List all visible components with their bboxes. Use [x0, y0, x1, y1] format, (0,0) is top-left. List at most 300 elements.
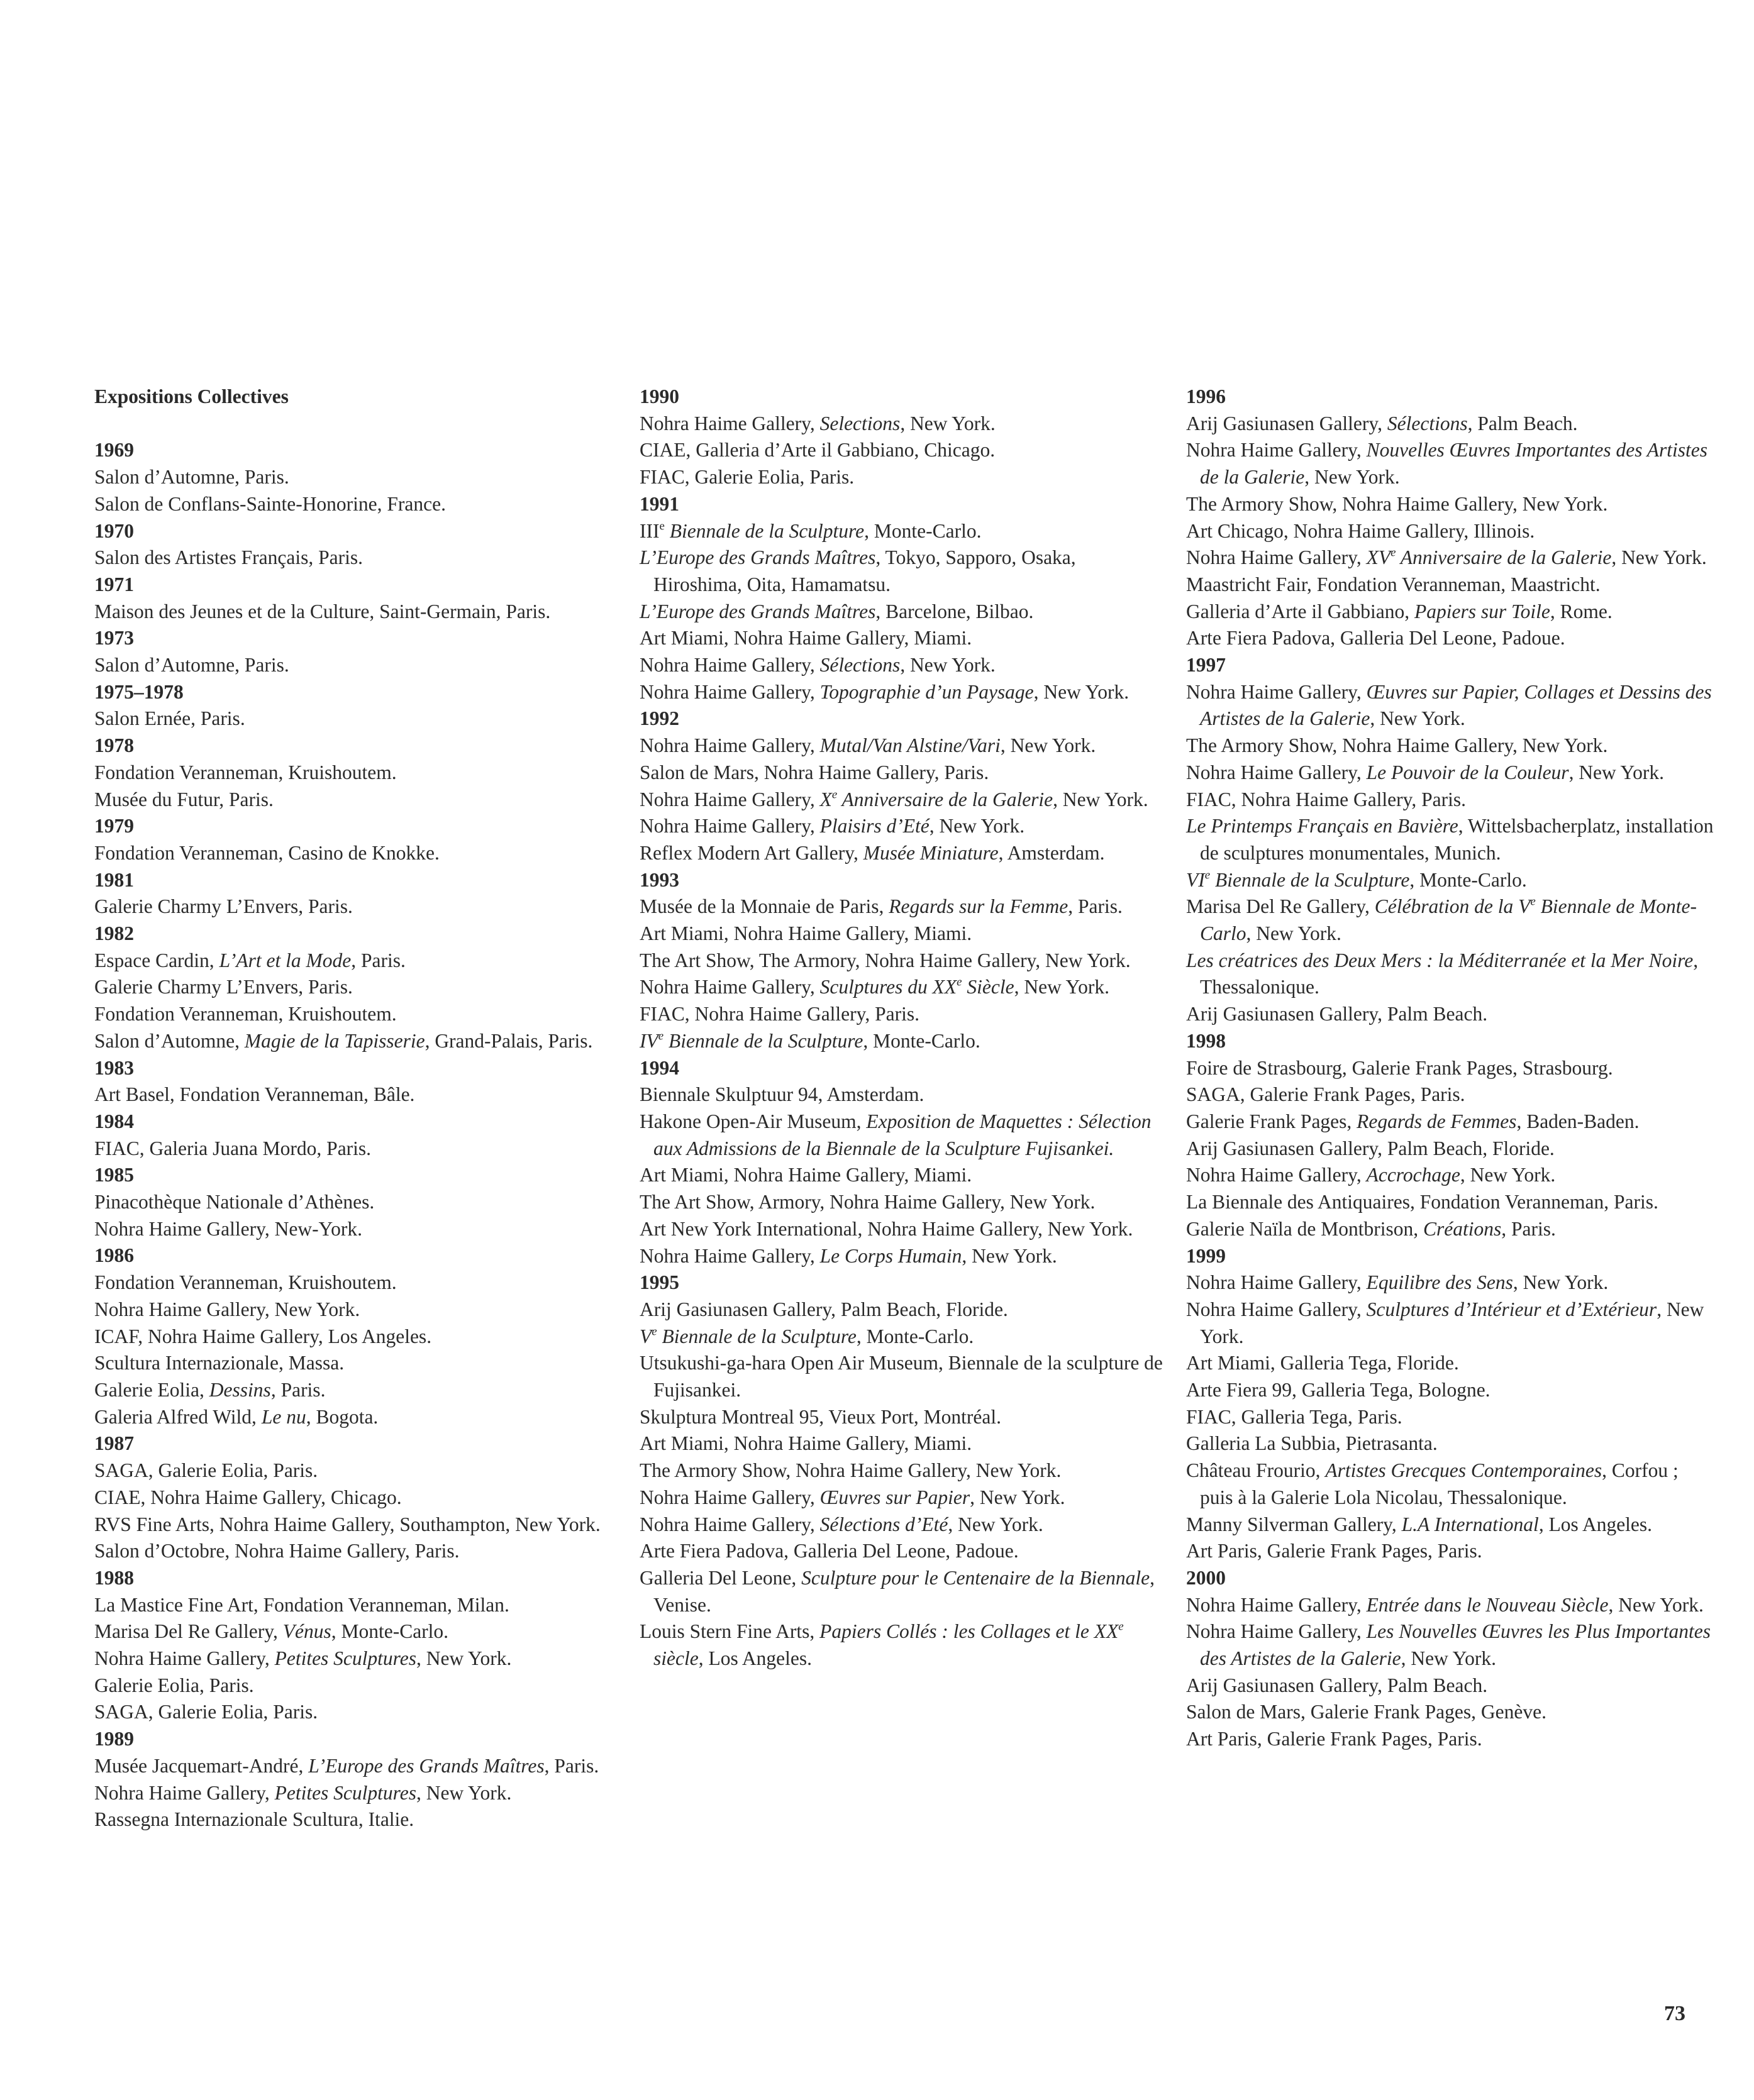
title-italic: Biennale de la Sculpture	[657, 1325, 857, 1347]
year-heading: 1989	[94, 1728, 134, 1750]
exhibition-entry	[94, 1672, 623, 1699]
exhibition-entry	[1186, 1618, 1714, 1672]
exhibition-entry	[1186, 787, 1714, 814]
entry-text: Galerie Frank Pages,	[1186, 1110, 1357, 1132]
year-heading: 1985	[94, 1164, 134, 1186]
entry-text: Reflex Modern Art Gallery,	[640, 841, 863, 864]
superscript: e	[658, 1029, 664, 1043]
entry-text: Nohra Haime Gallery,	[1186, 439, 1367, 461]
entry-text: Salon d’Automne, Paris.	[94, 654, 289, 677]
exhibition-entry	[640, 1108, 1168, 1162]
exhibition-entry	[94, 1081, 623, 1108]
entry-text: , Rome.	[1550, 600, 1612, 622]
exhibition-entry	[94, 1028, 623, 1055]
title-italic: Magie de la Tapisserie	[244, 1029, 425, 1052]
entry-text: Nohra Haime Gallery,	[1186, 1298, 1367, 1320]
title-italic: Le nu	[261, 1405, 306, 1428]
exhibition-entry	[640, 1162, 1168, 1189]
entry-text: , Los Angeles.	[1538, 1513, 1653, 1535]
exhibition-entry	[1186, 491, 1714, 518]
exhibition-entry	[640, 1296, 1168, 1324]
entry-text: , Bogota.	[306, 1405, 379, 1428]
entry-text: Louis Stern Fine Arts,	[640, 1620, 820, 1643]
column-1	[94, 384, 623, 1833]
exhibition-entry	[640, 1538, 1168, 1565]
title-italic: Anniversaire de la Galerie	[837, 788, 1053, 810]
exhibition-entry	[640, 1028, 1168, 1055]
entry-text: Arij Gasiunasen Gallery, Palm Beach.	[1186, 1674, 1488, 1696]
exhibition-entry	[94, 1296, 623, 1324]
exhibition-entry	[1186, 948, 1714, 1001]
title-italic: Papiers Collés : les Collages et le XX	[819, 1620, 1119, 1643]
exhibition-entry	[94, 1806, 623, 1833]
title-italic: siècle	[653, 1647, 699, 1670]
entry-text: , New York.	[900, 412, 996, 434]
year-heading: 1979	[94, 815, 134, 837]
title-italic: Les Nouvelles Œuvres les Plus Importantes des Artistes de la Galerie	[1200, 1620, 1711, 1670]
entry-text: Nohra Haime Gallery,	[1186, 1164, 1367, 1186]
title-italic: Sculptures d’Intérieur et d’Extérieur	[1366, 1298, 1657, 1320]
title-italic: Biennale de Monte-Carlo	[1200, 895, 1697, 945]
year-heading: 1986	[94, 1244, 134, 1267]
entry-text: ICAF, Nohra Haime Gallery, Los Angeles.	[94, 1325, 432, 1347]
title-italic: V	[640, 1325, 652, 1347]
entry-text: Art Miami, Galleria Tega, Floride.	[1186, 1352, 1459, 1374]
entry-text: Château Frourio,	[1186, 1459, 1326, 1482]
column-body	[640, 384, 1168, 1672]
entry-text: Maison des Jeunes et de la Culture, Saint-Germain, Paris.	[94, 600, 551, 622]
title-italic: L’Europe des Grands Maîtres	[308, 1754, 545, 1777]
exhibition-entry	[94, 1001, 623, 1028]
exhibition-entry	[1186, 679, 1714, 732]
exhibition-entry	[94, 1377, 623, 1404]
title-italic: Regards de Femmes	[1357, 1110, 1517, 1132]
exhibition-entry	[94, 464, 623, 491]
entry-text: Art Miami, Nohra Haime Gallery, Miami.	[640, 1164, 972, 1186]
exhibition-entry	[1186, 1404, 1714, 1431]
entry-text: Nohra Haime Gallery,	[640, 815, 820, 837]
entry-text: The Art Show, Armory, Nohra Haime Gallery, New York.	[640, 1191, 1096, 1213]
entry-text: Galerie Naïla de Montbrison,	[1186, 1217, 1424, 1240]
year-heading: 1991	[640, 492, 679, 515]
entry-text: FIAC, Galeria Juana Mordo, Paris.	[94, 1137, 372, 1159]
superscript: e	[659, 519, 665, 533]
year-heading: 1971	[94, 573, 134, 595]
exhibition-entry	[94, 1618, 623, 1645]
exhibition-entry	[1186, 1377, 1714, 1404]
entry-text: , New York.	[900, 654, 996, 677]
entry-text: III	[640, 519, 660, 542]
title-italic: Papiers sur Toile	[1414, 600, 1550, 622]
column-2	[640, 384, 1168, 1672]
entry-text: Espace Cardin,	[94, 949, 219, 971]
exhibition-entry	[1186, 1189, 1714, 1216]
exhibition-entry	[94, 893, 623, 920]
exhibition-entry	[94, 760, 623, 787]
exhibition-entry	[94, 787, 623, 814]
entry-text: Arij Gasiunasen Gallery, Palm Beach, Floride.	[1186, 1137, 1555, 1159]
entry-text: Nohra Haime Gallery,	[1186, 761, 1367, 783]
entry-text: The Art Show, The Armory, Nohra Haime Gallery, New York.	[640, 949, 1131, 971]
entry-text: Salon des Artistes Français, Paris.	[94, 546, 363, 569]
superscript: e	[1118, 1620, 1124, 1634]
exhibition-entry	[94, 705, 623, 732]
year-heading: 1981	[94, 868, 134, 891]
year-heading: 1999	[1186, 1244, 1226, 1267]
entry-text: , New York.	[1513, 1271, 1609, 1294]
entry-text: , Thessalonique.	[1200, 949, 1699, 998]
entry-text: Nohra Haime Gallery,	[640, 1244, 820, 1267]
title-italic: Le Printemps Français en Bavière	[1186, 815, 1458, 837]
exhibition-entry	[94, 1645, 623, 1672]
year-heading: 1990	[640, 385, 679, 407]
exhibition-entry	[640, 1565, 1168, 1618]
exhibition-entry	[640, 732, 1168, 760]
entry-text: Salon d’Automne,	[94, 1029, 245, 1052]
entry-text: , New York.	[962, 1244, 1057, 1267]
exhibition-entry	[94, 1753, 623, 1780]
exhibition-entry	[640, 1511, 1168, 1539]
exhibition-entry	[94, 1136, 623, 1163]
entry-text: , Monte-Carlo.	[331, 1620, 449, 1643]
year-heading: 1987	[94, 1432, 134, 1455]
exhibition-entry	[640, 437, 1168, 464]
entry-text: , New York.	[970, 1486, 1065, 1508]
title-italic: Equilibre des Sens	[1366, 1271, 1513, 1294]
exhibition-entry	[1186, 1672, 1714, 1699]
entry-text: Arte Fiera 99, Galleria Tega, Bologne.	[1186, 1379, 1490, 1401]
entry-text: Art Miami, Nohra Haime Gallery, Miami.	[640, 627, 972, 649]
entry-text: Arij Gasiunasen Gallery, Palm Beach.	[1186, 1003, 1488, 1025]
year-heading: 1997	[1186, 654, 1226, 677]
year-heading: 1983	[94, 1056, 134, 1079]
exhibition-entry	[94, 1484, 623, 1511]
exhibition-entry	[640, 893, 1168, 920]
entry-text: Nohra Haime Gallery, New York.	[94, 1298, 360, 1320]
entry-text: , Paris.	[1068, 895, 1123, 918]
entry-text: FIAC, Galleria Tega, Paris.	[1186, 1405, 1402, 1428]
exhibition-entry	[1186, 1055, 1714, 1082]
title-italic: Entrée dans le Nouveau Siècle	[1366, 1593, 1609, 1616]
entry-text: Hakone Open-Air Museum,	[640, 1110, 867, 1132]
entry-text: , Paris.	[544, 1754, 599, 1777]
entry-text: , Wittelsbacherplatz, installation de sculptures monumentales, Munich.	[1200, 815, 1714, 864]
title-italic: Nouvelles Œuvres Importantes des Artistes de la Galerie	[1200, 439, 1708, 489]
exhibition-entry	[640, 840, 1168, 867]
exhibition-entry	[1186, 1538, 1714, 1565]
exhibition-entry	[1186, 1136, 1714, 1163]
entry-text: The Armory Show, Nohra Haime Gallery, New York.	[640, 1459, 1062, 1482]
title-italic: Selections	[819, 412, 901, 434]
exhibition-entry	[1186, 893, 1714, 947]
exhibition-entry	[640, 411, 1168, 438]
entry-text: , New York.	[1014, 976, 1110, 998]
title-italic: Œuvres sur Papier	[819, 1486, 970, 1508]
title-italic: Le Corps Humain	[819, 1244, 962, 1267]
exhibition-entry	[94, 840, 623, 867]
entry-text: , New York.	[1246, 922, 1341, 945]
column-body	[94, 437, 623, 1833]
entry-text: Galerie Charmy L’Envers, Paris.	[94, 976, 353, 998]
entry-text	[665, 520, 670, 542]
entry-text: , Los Angeles.	[698, 1647, 812, 1670]
entry-text: , New York.	[1033, 680, 1130, 703]
entry-text: Nohra Haime Gallery,	[1186, 680, 1367, 703]
exhibition-entry	[94, 491, 623, 518]
entry-text: , Palm Beach.	[1467, 412, 1578, 434]
exhibition-entry	[1186, 813, 1714, 866]
exhibition-entry	[640, 948, 1168, 975]
exhibition-entry	[1186, 1162, 1714, 1189]
year-heading: 2000	[1186, 1566, 1226, 1589]
title-italic: L.A International	[1401, 1513, 1539, 1535]
year-heading: 1992	[640, 707, 679, 730]
entry-text: Nohra Haime Gallery,	[1186, 1593, 1367, 1616]
title-italic: L’Europe des Grands Maîtres	[640, 546, 876, 569]
entry-text: Salon de Mars, Nohra Haime Gallery, Paris.	[640, 761, 989, 783]
exhibition-entry	[640, 599, 1168, 626]
page-number: 73	[1664, 2002, 1685, 2025]
entry-text: Nohra Haime Gallery, New-York.	[94, 1217, 363, 1240]
entry-text: Galerie Charmy L’Envers, Paris.	[94, 895, 353, 918]
entry-text: Salon de Mars, Galerie Frank Pages, Genève.	[1186, 1701, 1546, 1723]
entry-text: FIAC, Nohra Haime Gallery, Paris.	[1186, 788, 1466, 810]
year-heading: 1969	[94, 439, 134, 461]
title-italic: Créations	[1423, 1217, 1502, 1240]
title-italic: Biennale de la Sculpture	[669, 519, 865, 542]
entry-text: , New York.	[1611, 546, 1707, 569]
entry-text: , New York.	[1401, 1647, 1497, 1670]
entry-text: Galleria d’Arte il Gabbiano,	[1186, 600, 1414, 622]
entry-text: , New York.	[1000, 734, 1096, 757]
exhibition-entry	[640, 518, 1168, 545]
superscript: e	[831, 788, 838, 802]
entry-text: , Paris.	[270, 1379, 326, 1401]
exhibition-entry	[94, 1269, 623, 1296]
entry-text: , New York.	[1460, 1164, 1556, 1186]
exhibition-entry	[640, 787, 1168, 814]
superscript: e	[1530, 895, 1536, 909]
entry-text: Nohra Haime Gallery,	[640, 976, 820, 998]
exhibition-entry	[1186, 1726, 1714, 1753]
entry-text: Arij Gasiunasen Gallery,	[1186, 412, 1387, 434]
entry-text: Fondation Veranneman, Kruishoutem.	[94, 761, 397, 783]
entry-text: , New York.	[1304, 466, 1400, 489]
exhibition-entry	[94, 599, 623, 626]
title-italic: Le Pouvoir de la Couleur	[1366, 761, 1569, 783]
exhibition-entry	[94, 1511, 623, 1539]
exhibition-entry	[640, 464, 1168, 491]
entry-text: Rassegna Internazionale Scultura, Italie.	[94, 1808, 414, 1831]
year-heading: 1984	[94, 1110, 134, 1132]
entry-text: , Baden-Baden.	[1516, 1110, 1640, 1132]
entry-text: Art Basel, Fondation Veranneman, Bâle.	[94, 1083, 415, 1106]
title-italic: Petites Sculptures	[274, 1781, 417, 1804]
exhibition-entry	[1186, 1430, 1714, 1457]
exhibition-entry	[94, 544, 623, 572]
entry-text: Marisa Del Re Gallery,	[1186, 895, 1375, 918]
title-italic: Artistes Grecques Contemporaines	[1325, 1459, 1602, 1482]
exhibition-entry	[94, 1780, 623, 1807]
entry-text: Nohra Haime Gallery,	[1186, 1620, 1367, 1643]
exhibition-entry	[640, 1189, 1168, 1216]
exhibition-entry	[1186, 437, 1714, 490]
entry-text: Salon de Conflans-Sainte-Honorine, France.	[94, 492, 446, 515]
entry-text: Galerie Eolia, Paris.	[94, 1674, 254, 1696]
exhibition-entry	[94, 1457, 623, 1484]
entry-text: Nohra Haime Gallery,	[640, 1513, 820, 1535]
entry-text: La Mastice Fine Art, Fondation Veranneman, Milan.	[94, 1593, 509, 1616]
title-italic: Exposition de Maquettes : Sélection aux Admissions de la Biennale de la Sculpture Fujisankei.	[653, 1110, 1152, 1159]
entry-text: Skulptura Montreal 95, Vieux Port, Montréal.	[640, 1405, 1001, 1428]
title-italic: Accrochage	[1366, 1164, 1460, 1186]
title-italic: Siècle	[962, 976, 1014, 998]
entry-text: The Armory Show, Nohra Haime Gallery, New York.	[1186, 492, 1608, 515]
entry-text: SAGA, Galerie Frank Pages, Paris.	[1186, 1083, 1465, 1106]
entry-text: Galleria La Subbia, Pietrasanta.	[1186, 1432, 1438, 1455]
title-italic: Sculpture pour le Centenaire de la Biennale	[801, 1566, 1150, 1589]
exhibition-entry	[640, 1081, 1168, 1108]
entry-text: Fondation Veranneman, Kruishoutem.	[94, 1003, 397, 1025]
title-italic: VI	[1186, 868, 1205, 891]
entry-text: Musée de la Monnaie de Paris,	[640, 895, 889, 918]
exhibition-entry	[94, 1216, 623, 1243]
title-italic: Topographie d’un Paysage	[819, 680, 1034, 703]
title-italic: Vénus	[282, 1620, 331, 1643]
title-italic: Biennale de la Sculpture	[1210, 868, 1410, 891]
entry-text: , Paris.	[351, 949, 406, 971]
entry-text: Nohra Haime Gallery,	[640, 734, 820, 757]
entry-text: , Barcelone, Bilbao.	[875, 600, 1034, 622]
entry-text: Art Miami, Nohra Haime Gallery, Miami.	[640, 922, 972, 945]
exhibition-entry	[640, 1216, 1168, 1243]
exhibition-entry	[640, 1001, 1168, 1028]
entry-text: RVS Fine Arts, Nohra Haime Gallery, Southampton, New York.	[94, 1513, 601, 1535]
title-italic: Regards sur la Femme	[889, 895, 1068, 918]
exhibition-entry	[640, 1618, 1168, 1672]
entry-text: Nohra Haime Gallery,	[640, 412, 820, 434]
entry-text: , New York.	[1370, 707, 1465, 730]
exhibition-entry	[94, 1592, 623, 1619]
exhibition-entry	[1186, 1296, 1714, 1350]
entry-text: Galerie Eolia,	[94, 1379, 209, 1401]
entry-text: , Monte-Carlo.	[1409, 868, 1527, 891]
entry-text: , New York.	[929, 815, 1025, 837]
entry-text: Maastricht Fair, Fondation Veranneman, Maastricht.	[1186, 573, 1601, 595]
entry-text: , Amsterdam.	[998, 841, 1105, 864]
entry-text: , Corfou ; puis à la Galerie Lola Nicolau, Thessalonique.	[1200, 1459, 1679, 1508]
exhibition-entry	[640, 544, 1168, 598]
entry-text: , New York.	[1053, 788, 1148, 810]
entry-text: , Monte-Carlo.	[863, 1029, 980, 1052]
entry-text: , New York.	[948, 1513, 1043, 1535]
entry-text: FIAC, Nohra Haime Gallery, Paris.	[640, 1003, 919, 1025]
entry-text: Fondation Veranneman, Kruishoutem.	[94, 1271, 397, 1294]
exhibition-entry	[640, 652, 1168, 679]
entry-text: La Biennale des Antiquaires, Fondation Veranneman, Paris.	[1186, 1191, 1658, 1213]
entry-text: Art New York International, Nohra Haime Gallery, New York.	[640, 1217, 1133, 1240]
entry-text: Nohra Haime Gallery,	[94, 1647, 275, 1670]
exhibition-entry	[640, 679, 1168, 706]
section-title: Expositions Collectives	[94, 385, 289, 407]
title-italic: Les créatrices des Deux Mers : la Méditerranée et la Mer Noire	[1186, 949, 1694, 971]
title-italic: IV	[640, 1029, 658, 1052]
entry-text: Scultura Internazionale, Massa.	[94, 1352, 345, 1374]
entry-text: Art Paris, Galerie Frank Pages, Paris.	[1186, 1728, 1482, 1750]
exhibition-entry	[1186, 1269, 1714, 1296]
exhibition-entry	[1186, 760, 1714, 787]
entry-text: , Venise.	[653, 1566, 1155, 1616]
exhibition-entry	[94, 1404, 623, 1431]
year-heading: 1995	[640, 1271, 679, 1294]
exhibition-entry	[640, 1457, 1168, 1484]
entry-text: SAGA, Galerie Eolia, Paris.	[94, 1459, 318, 1482]
entry-text: Marisa Del Re Gallery,	[94, 1620, 283, 1643]
title-italic: XV	[1366, 546, 1391, 569]
exhibition-entry	[640, 974, 1168, 1001]
entry-text: Arte Fiera Padova, Galleria Del Leone, Padoue.	[640, 1540, 1019, 1562]
entry-text: Pinacothèque Nationale d’Athènes.	[94, 1191, 375, 1213]
exhibition-entry	[94, 948, 623, 975]
exhibition-entry	[94, 1699, 623, 1726]
exhibition-entry	[640, 1243, 1168, 1270]
exhibition-entry	[1186, 732, 1714, 760]
entry-text: , Monte-Carlo.	[856, 1325, 974, 1347]
entry-text: , New York.	[1568, 761, 1664, 783]
exhibition-entry	[640, 625, 1168, 652]
exhibition-entry	[1186, 544, 1714, 572]
entry-text: Nohra Haime Gallery,	[1186, 546, 1367, 569]
entry-text: Salon d’Automne, Paris.	[94, 466, 289, 489]
title-italic: Mutal/Van Alstine/Vari	[819, 734, 1001, 757]
exhibition-entry	[640, 1430, 1168, 1457]
exhibition-entry	[1186, 411, 1714, 438]
entry-text: , Paris.	[1501, 1217, 1556, 1240]
exhibition-entry	[1186, 1592, 1714, 1619]
exhibition-entry	[640, 1324, 1168, 1351]
year-heading: 1993	[640, 868, 679, 891]
title-italic: Œuvres sur Papier, Collages et Dessins des Artistes de la Galerie	[1200, 680, 1712, 730]
title-italic: Célébration de la V	[1374, 895, 1531, 918]
exhibition-entry	[1186, 1457, 1714, 1511]
exhibition-entry	[94, 974, 623, 1001]
entry-text: Foire de Strasbourg, Galerie Frank Pages, Strasbourg.	[1186, 1056, 1613, 1079]
entry-text: CIAE, Nohra Haime Gallery, Chicago.	[94, 1486, 402, 1508]
exhibition-entry	[94, 1189, 623, 1216]
title-italic: Sélections	[1387, 412, 1468, 434]
exhibition-entry	[1186, 1001, 1714, 1028]
exhibition-entry	[94, 1350, 623, 1377]
title-italic: Dessins	[209, 1379, 271, 1401]
exhibition-entry	[1186, 518, 1714, 545]
year-heading: 1973	[94, 627, 134, 649]
year-heading: 1970	[94, 519, 134, 542]
entry-text: Nohra Haime Gallery,	[640, 680, 820, 703]
title-italic: Sélections d’Eté	[819, 1513, 948, 1535]
title-italic: X	[819, 788, 832, 810]
title-italic: L’Art et la Mode	[219, 949, 352, 971]
entry-text: Art Miami, Nohra Haime Gallery, Miami.	[640, 1432, 972, 1455]
exhibition-entry	[94, 652, 623, 679]
entry-text: Nohra Haime Gallery,	[640, 654, 820, 677]
exhibition-entry	[640, 1350, 1168, 1403]
exhibition-entry	[640, 920, 1168, 948]
exhibition-entry	[94, 1324, 623, 1351]
exhibition-entry	[1186, 867, 1714, 894]
entry-text: Galeria Alfred Wild,	[94, 1405, 262, 1428]
exhibition-entry	[1186, 1108, 1714, 1136]
entry-text: Nohra Haime Gallery,	[1186, 1271, 1367, 1294]
